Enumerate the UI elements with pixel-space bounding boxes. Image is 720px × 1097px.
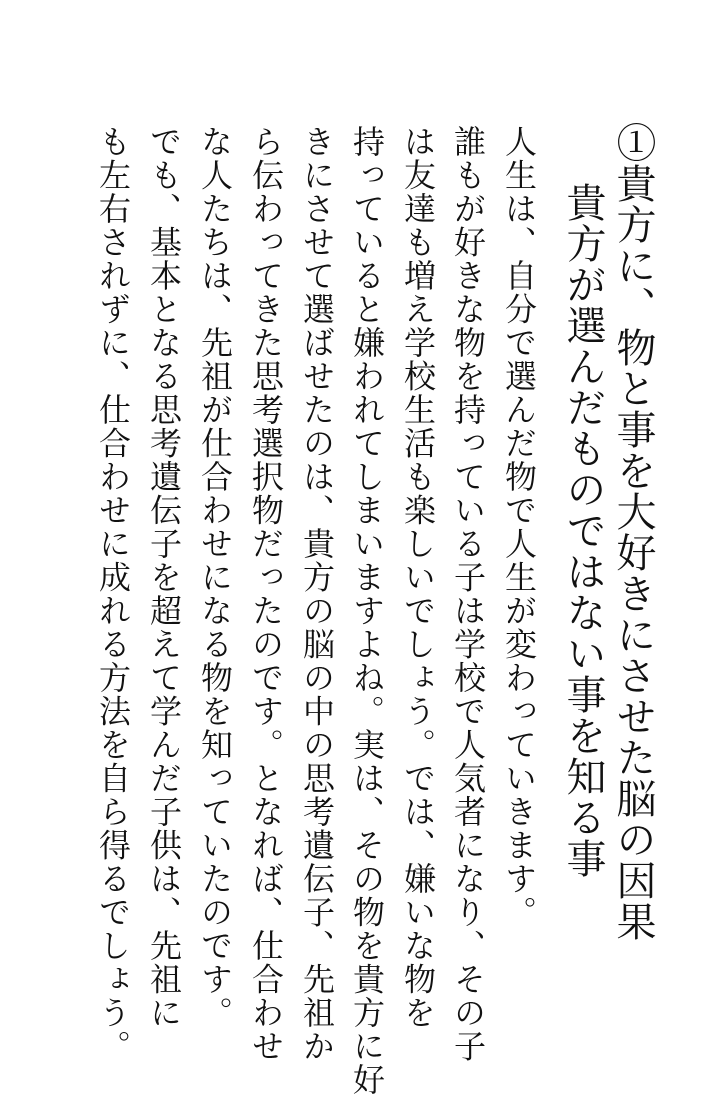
title-line-1: ①貴方に、物と事を大好きにさせた脳の因果	[610, 122, 656, 942]
body-line-3: は友達も増え学校生活も楽しいでしょう。では、嫌いな物を	[399, 125, 437, 1030]
body-line-2: 誰もが好きな物を持っている子は学校で人気者になり、その子	[449, 125, 487, 1063]
body-line-8: でも、基本となる思考遺伝子を超えて学んだ子供は、先祖に	[145, 125, 183, 1030]
body-line-5: きにさせて選ばせたのは、貴方の脳の中の思考遺伝子、先祖か	[298, 125, 336, 1063]
body-line-9: も左右されずに、仕合わせに成れる方法を自ら得るでしょう。	[94, 125, 132, 1063]
body-line-7: な人たちは、先祖が仕合わせになる物を知っていたのです。	[196, 125, 234, 1030]
body-line-4: 持っていると嫌われてしまいますよね。実は、その物を貴方に好	[348, 125, 386, 1097]
body-line-1: 人生は、自分で選んだ物で人生が変わっていきます。	[500, 125, 538, 929]
title-line-2: 貴方が選んだものではない事を知る事	[560, 182, 606, 879]
body-line-6: ら伝わってきた思考選択物だったのです。となれば、仕合わせ	[247, 125, 285, 1063]
